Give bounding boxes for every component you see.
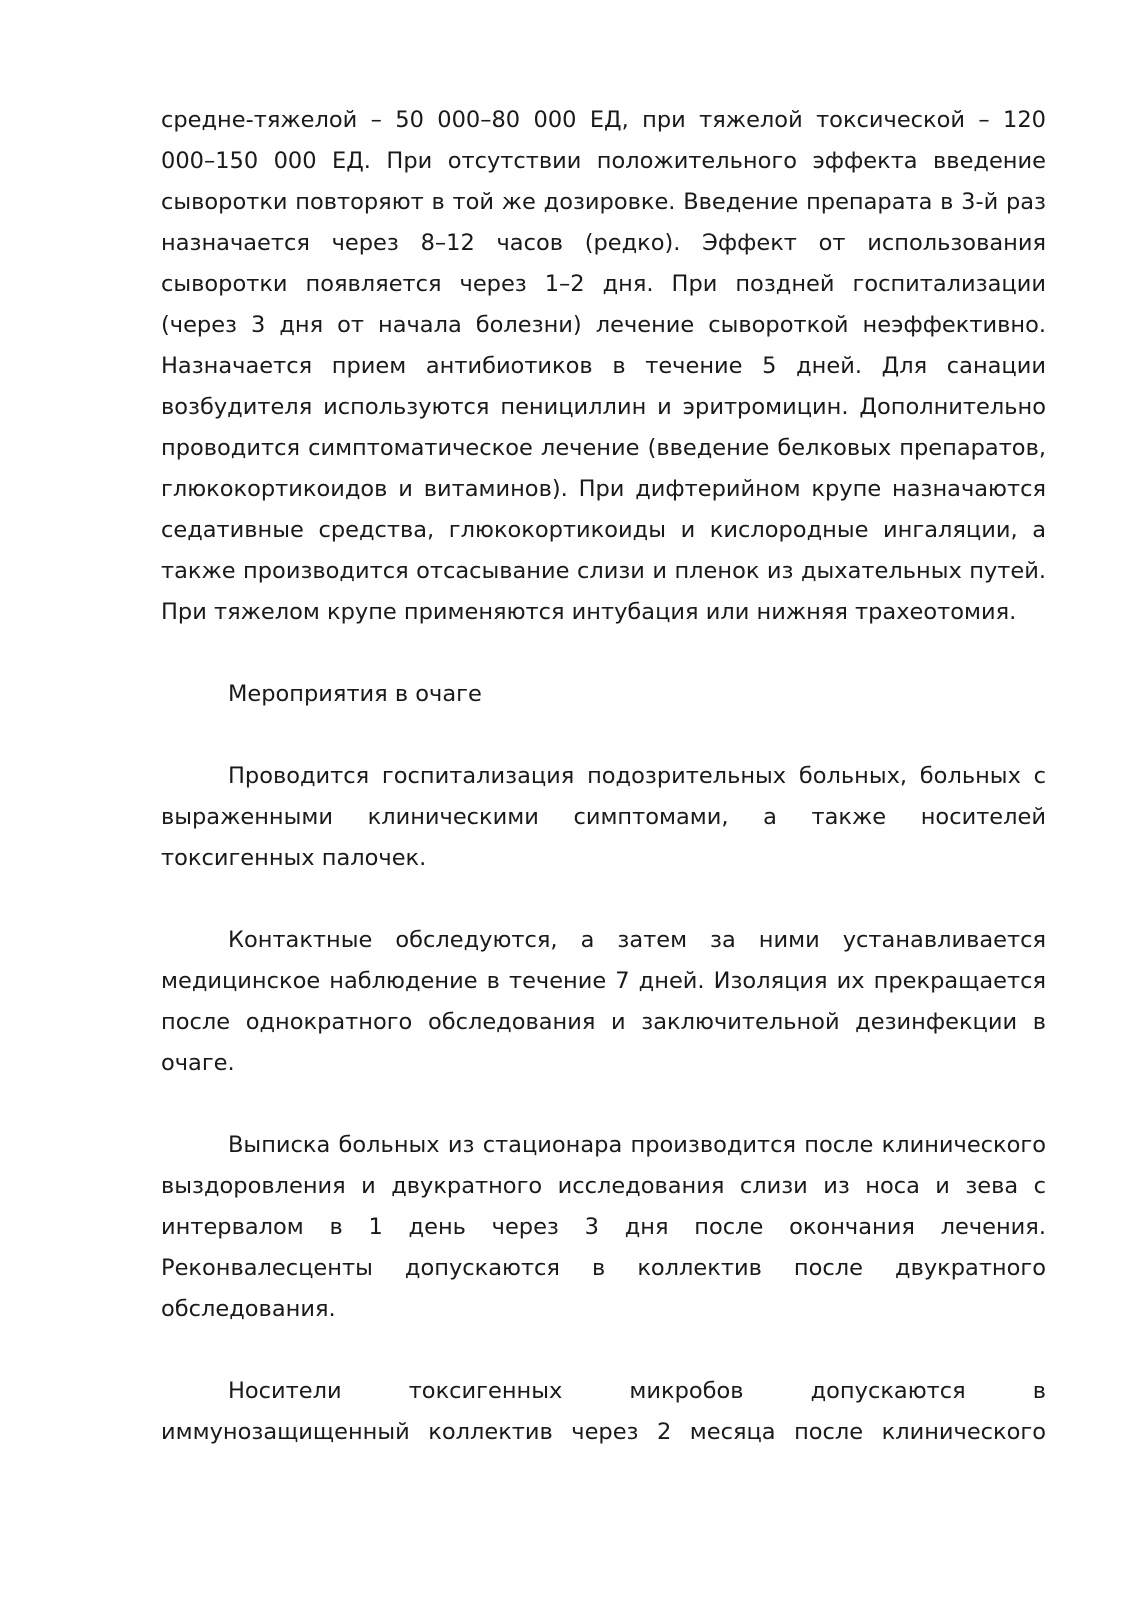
paragraph-hospitalization: [161, 756, 1046, 879]
text-line: (через 3 дня от начала болезни) лечение сывороткой неэффективно.: [161, 312, 1046, 338]
text-line: иммунозащищенный коллектив через 2 месяца после клинического: [161, 1419, 1046, 1445]
section-heading: Мероприятия в очаге: [228, 681, 482, 707]
text-line: также производится отсасывание слизи и пленок из дыхательных путей.: [161, 558, 1046, 584]
text-line: Проводится госпитализация подозрительных больных, больных с: [228, 763, 1046, 789]
text-line: интервалом в 1 день через 3 дня после окончания лечения.: [161, 1214, 1046, 1240]
text-line: после однократного обследования и заключительной дезинфекции в: [161, 1009, 1046, 1035]
text-line: Назначается прием антибиотиков в течение 5 дней. Для санации: [161, 353, 1046, 379]
text-line: Выписка больных из стационара производится после клинического: [228, 1132, 1046, 1158]
text-line: токсигенных палочек.: [161, 845, 427, 871]
text-line: выздоровления и двукратного исследования слизи из носа и зева с: [161, 1173, 1046, 1199]
text-line: обследования.: [161, 1296, 336, 1322]
text-line: Контактные обследуются, а затем за ними устанавливается: [228, 927, 1046, 953]
text-line: седативные средства, глюкокортикоиды и кислородные ингаляции, а: [161, 517, 1046, 543]
text-line: возбудителя используются пенициллин и эритромицин. Дополнительно: [161, 394, 1046, 420]
text-line: назначается через 8–12 часов (редко). Эффект от использования: [161, 230, 1046, 256]
text-line: сыворотки повторяют в той же дозировке. Введение препарата в 3-й раз: [161, 189, 1046, 215]
text-line: Носители токсигенных микробов допускаются в: [228, 1378, 1046, 1404]
text-line: средне-тяжелой – 50 000–80 000 ЕД, при тяжелой токсической – 120: [161, 107, 1046, 133]
text-line: 000–150 000 ЕД. При отсутствии положительного эффекта введение: [161, 148, 1046, 174]
text-line: проводится симптоматическое лечение (введение белковых препаратов,: [161, 435, 1046, 461]
text-line: Реконвалесценты допускаются в коллектив после двукратного: [161, 1255, 1046, 1281]
text-line: глюкокортикоидов и витаминов). При дифтерийном крупе назначаются: [161, 476, 1046, 502]
paragraph-discharge: [161, 1125, 1046, 1330]
text-line: медицинское наблюдение в течение 7 дней. Изоляция их прекращается: [161, 968, 1046, 994]
text-line: очаге.: [161, 1050, 235, 1076]
text-line: сыворотки появляется через 1–2 дня. При поздней госпитализации: [161, 271, 1046, 297]
text-line: выраженными клиническими симптомами, а также носителей: [161, 804, 1046, 830]
section-heading-focus-measures: [161, 674, 1046, 715]
text-line: При тяжелом крупе применяются интубация или нижняя трахеотомия.: [161, 599, 1017, 625]
document-page: [161, 100, 1046, 1453]
paragraph-carriers: [161, 1371, 1046, 1453]
paragraph-contacts: [161, 920, 1046, 1084]
paragraph-treatment-continued: [161, 100, 1046, 633]
